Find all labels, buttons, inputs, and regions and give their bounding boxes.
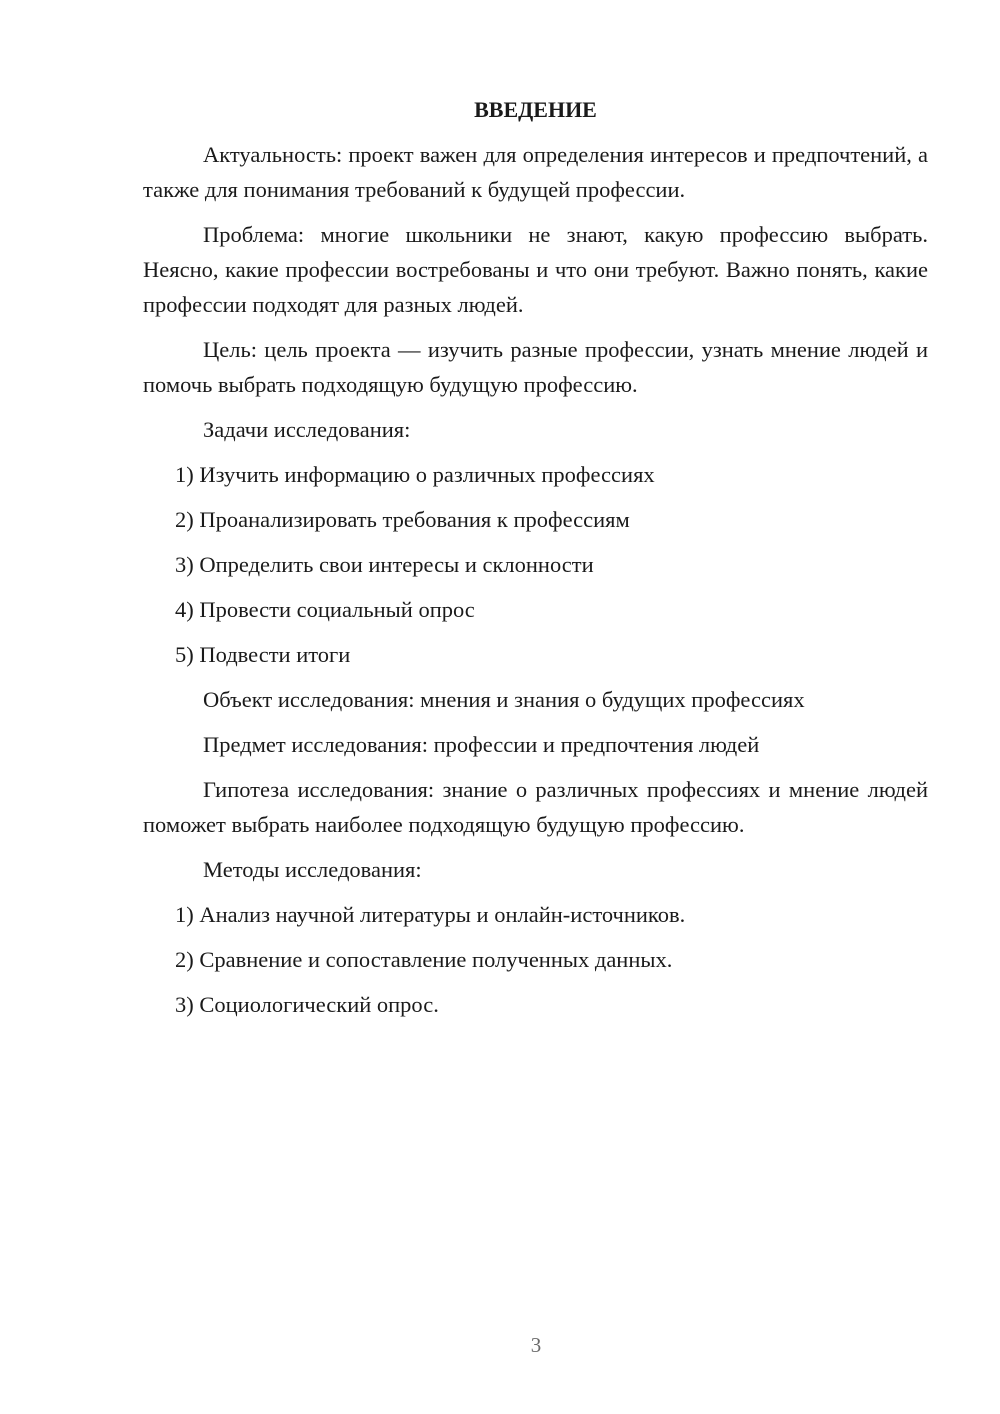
task-item: 3) Определить свои интересы и склонности	[175, 552, 594, 577]
page-number: 3	[530, 1333, 542, 1357]
object-line: Объект исследования: мнения и знания о будущих профессиях	[203, 687, 805, 712]
task-item: 2) Проанализировать требования к профессиям	[175, 507, 630, 532]
task-item: 5) Подвести итоги	[175, 642, 351, 667]
methods-heading: Методы исследования:	[203, 857, 422, 882]
section-title: ВВЕДЕНИЕ	[474, 97, 597, 122]
hypothesis-paragraph: Гипотеза исследования: знание о различных профессиях и мнение людей поможет выбрать наиболее подходящую будущую профессию.	[143, 777, 928, 837]
method-item: 1) Анализ научной литературы и онлайн-источников.	[175, 902, 686, 927]
tasks-heading: Задачи исследования:	[203, 417, 411, 442]
method-item: 3) Социологический опрос.	[175, 992, 439, 1017]
document-body	[143, 92, 928, 1032]
method-item: 2) Сравнение и сопоставление полученных данных.	[175, 947, 673, 972]
relevance-paragraph: Актуальность: проект важен для определения интересов и предпочтений, а также для понимания требований к будущей профессии.	[143, 142, 928, 202]
problem-paragraph: Проблема: многие школьники не знают, какую профессию выбрать. Неясно, какие профессии востребованы и что они требуют. Важно понять, какие профессии подходят для разных людей.	[143, 222, 928, 317]
subject-line: Предмет исследования: профессии и предпочтения людей	[203, 732, 760, 757]
goal-paragraph: Цель: цель проекта — изучить разные профессии, узнать мнение людей и помочь выбрать подходящую будущую профессию.	[143, 337, 928, 397]
task-item: 4) Провести социальный опрос	[175, 597, 475, 622]
task-item: 1) Изучить информацию о различных профессиях	[175, 462, 655, 487]
